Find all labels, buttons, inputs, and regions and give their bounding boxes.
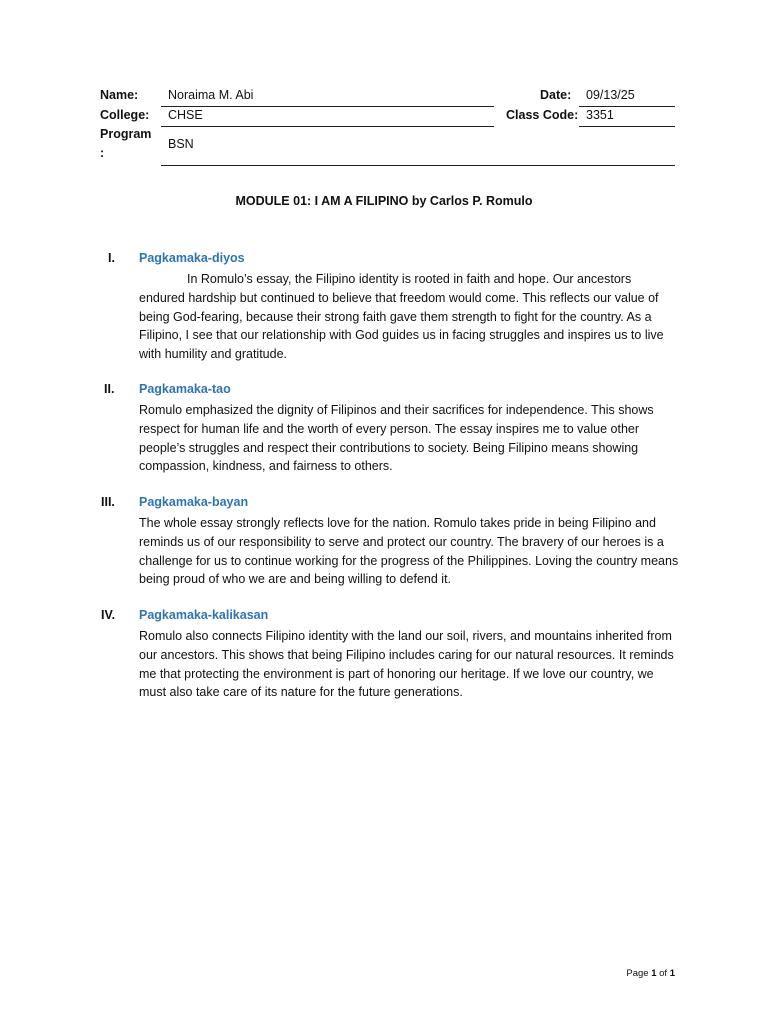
footer-total-pages: 1 [669, 968, 675, 979]
section-heading: Pagkamaka-tao [139, 382, 231, 396]
class-code-value: 3351 [586, 108, 614, 122]
program-underline [161, 165, 675, 166]
section-heading: Pagkamaka-diyos [139, 251, 245, 265]
section-number: II. [104, 382, 115, 396]
section-number: I. [108, 251, 115, 265]
name-value: Noraima M. Abi [168, 88, 254, 102]
name-label: Name: [100, 88, 139, 102]
date-label: Date: [540, 88, 572, 102]
date-value: 09/13/25 [586, 88, 635, 102]
section-pagkamaka-tao [100, 382, 680, 478]
section-body: Romulo also connects Filipino identity with the land our soil, rivers, and mountains inherited from our ancestors. This shows that being Filipino includes caring for our natural resources. It reminds me that protecting the environment is part of honoring our heritage. If we love our country, we must also take care of its nature for the future generations. [139, 629, 674, 700]
date-underline [579, 106, 675, 107]
class-code-label: Class Code: [506, 108, 579, 122]
section-pagkamaka-kalikasan [100, 608, 680, 704]
page-footer [626, 968, 675, 979]
footer-of-word: of [659, 968, 668, 979]
module-title: MODULE 01: I AM A FILIPINO by Carlos P. Romulo [235, 194, 533, 208]
class-code-underline [579, 126, 675, 127]
section-body: In Romulo’s essay, the Filipino identity is rooted in faith and hope. Our ancestors endured hardship but continued to believe that freedom would come. This reflects our value of being God-fearing, because their strong faith gave them strength to fight for the country. As a Filipino, I see that our relationship with God guides us in facing struggles and inspires us to live with humility and gratitude. [139, 272, 664, 362]
section-pagkamaka-diyos [100, 251, 680, 366]
program-label-colon: : [100, 146, 105, 160]
section-number: IV. [101, 608, 116, 622]
program-value: BSN [168, 137, 194, 151]
section-heading: Pagkamaka-bayan [139, 495, 249, 509]
college-label: College: [100, 108, 150, 122]
college-underline [161, 126, 494, 127]
section-body: Romulo emphasized the dignity of Filipinos and their sacrifices for independence. This shows respect for human life and the worth of every person. The essay inspires me to value other people’s struggles and respect their contributions to society. Being Filipino means showing compassion, kindness, and fairness to others. [139, 403, 654, 474]
section-number: III. [101, 495, 115, 509]
footer-current-page: 1 [651, 968, 657, 979]
footer-page-word: Page [626, 968, 649, 979]
section-body: The whole essay strongly reflects love for the nation. Romulo takes pride in being Filipino and reminds us of our responsibility to serve and protect our country. The bravery of our heroes is a challenge for us to continue working for the progress of the Philippines. Loving the country means being proud of who we are and being willing to defend it. [139, 516, 679, 587]
college-value: CHSE [168, 108, 203, 122]
program-label: Program [100, 127, 152, 141]
section-pagkamaka-bayan [100, 495, 680, 591]
name-underline [161, 106, 494, 107]
section-heading: Pagkamaka-kalikasan [139, 608, 269, 622]
